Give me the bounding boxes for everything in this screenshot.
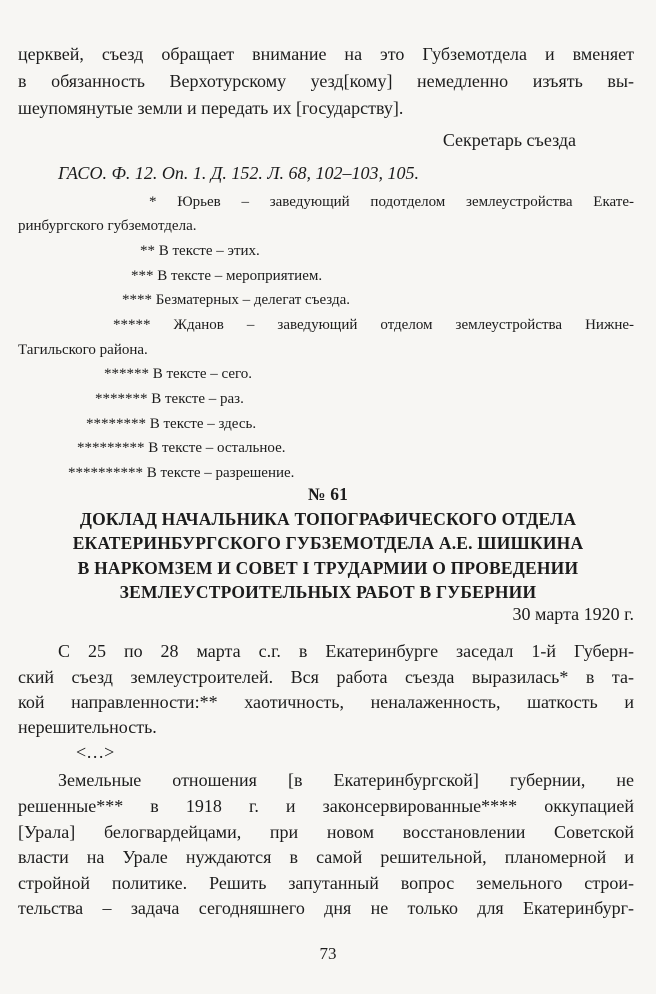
footnote: ***** Жданов – заведующий отделом землеустройства Нижне- [113, 317, 634, 333]
signature: Секретарь съезда [442, 130, 576, 150]
body-text-line: С 25 по 28 марта с.г. в Екатеринбурге заседал 1-й Губерн- [58, 641, 634, 661]
body-text-line: тельства – задача сегодняшнего дня не только для Екатеринбург- [18, 898, 634, 918]
body-text-line: власти на Урале нуждаются в самой решительной, планомерной и [18, 847, 634, 867]
document-number: № 61 [307, 484, 349, 504]
footnote: **** Безматерных – делегат съезда. [122, 292, 351, 308]
footnote: ********** В тексте – разрешение. [68, 465, 295, 481]
continuation-line: церквей, съезд обращает внимание на это Губземотдела и вменяет [18, 44, 634, 64]
footnote: * Юрьев – заведующий подотделом землеустройства Екате- [149, 194, 634, 210]
footnote: ********* В тексте – остальное. [77, 440, 286, 456]
footnote: Тагильского района. [18, 342, 148, 358]
footnote: ****** В тексте – сего. [104, 366, 253, 382]
footnote: *** В тексте – мероприятием. [131, 268, 323, 284]
document-title-line: ЕКАТЕРИНБУРГСКОГО ГУБЗЕМОТДЕЛА А.Е. ШИШКИНА [72, 533, 584, 553]
body-text-line: стройной политике. Решить запутанный вопрос земельного строи- [18, 873, 634, 893]
document-date: 30 марта 1920 г. [512, 604, 634, 624]
ellipsis-omission: <…> [76, 742, 115, 762]
document-title-line: ДОКЛАД НАЧАЛЬНИКА ТОПОГРАФИЧЕСКОГО ОТДЕЛА [79, 509, 577, 529]
footnote: ******* В тексте – раз. [95, 391, 244, 407]
body-text-line: [Урала] белогвардейцами, при новом восстановлении Советской [18, 822, 634, 842]
archive-reference: ГАСО. Ф. 12. Оп. 1. Д. 152. Л. 68, 102–103, 105. [58, 163, 420, 183]
body-text-line: Земельные отношения [в Екатеринбургской] губернии, не [58, 770, 634, 790]
footnote: ******** В тексте – здесь. [86, 416, 257, 432]
document-title-line: В НАРКОМЗЕМ И СОВЕТ I ТРУДАРМИИ О ПРОВЕДЕНИИ [77, 558, 579, 578]
continuation-line: в обязанность Верхотурскому уезд[кому] немедленно изъять вы- [18, 71, 634, 91]
continuation-line: шеупомянутые земли и передать их [государству]. [18, 98, 404, 118]
page-number: 73 [319, 944, 337, 963]
footnote: ринбургского губземотдела. [18, 218, 197, 234]
body-text-line: нерешительность. [18, 717, 157, 737]
document-title-line: ЗЕМЛЕУСТРОИТЕЛЬНЫХ РАБОТ В ГУБЕРНИИ [119, 582, 537, 602]
body-text-line: кой направленности:** хаотичность, неналаженность, шаткость и [18, 692, 634, 712]
body-text-line: ский съезд землеустроителей. Вся работа съезда выразилась* в та- [18, 667, 634, 687]
footnote: ** В тексте – этих. [140, 243, 260, 259]
body-text-line: решенные*** в 1918 г. и законсервированные**** оккупацией [18, 796, 634, 816]
